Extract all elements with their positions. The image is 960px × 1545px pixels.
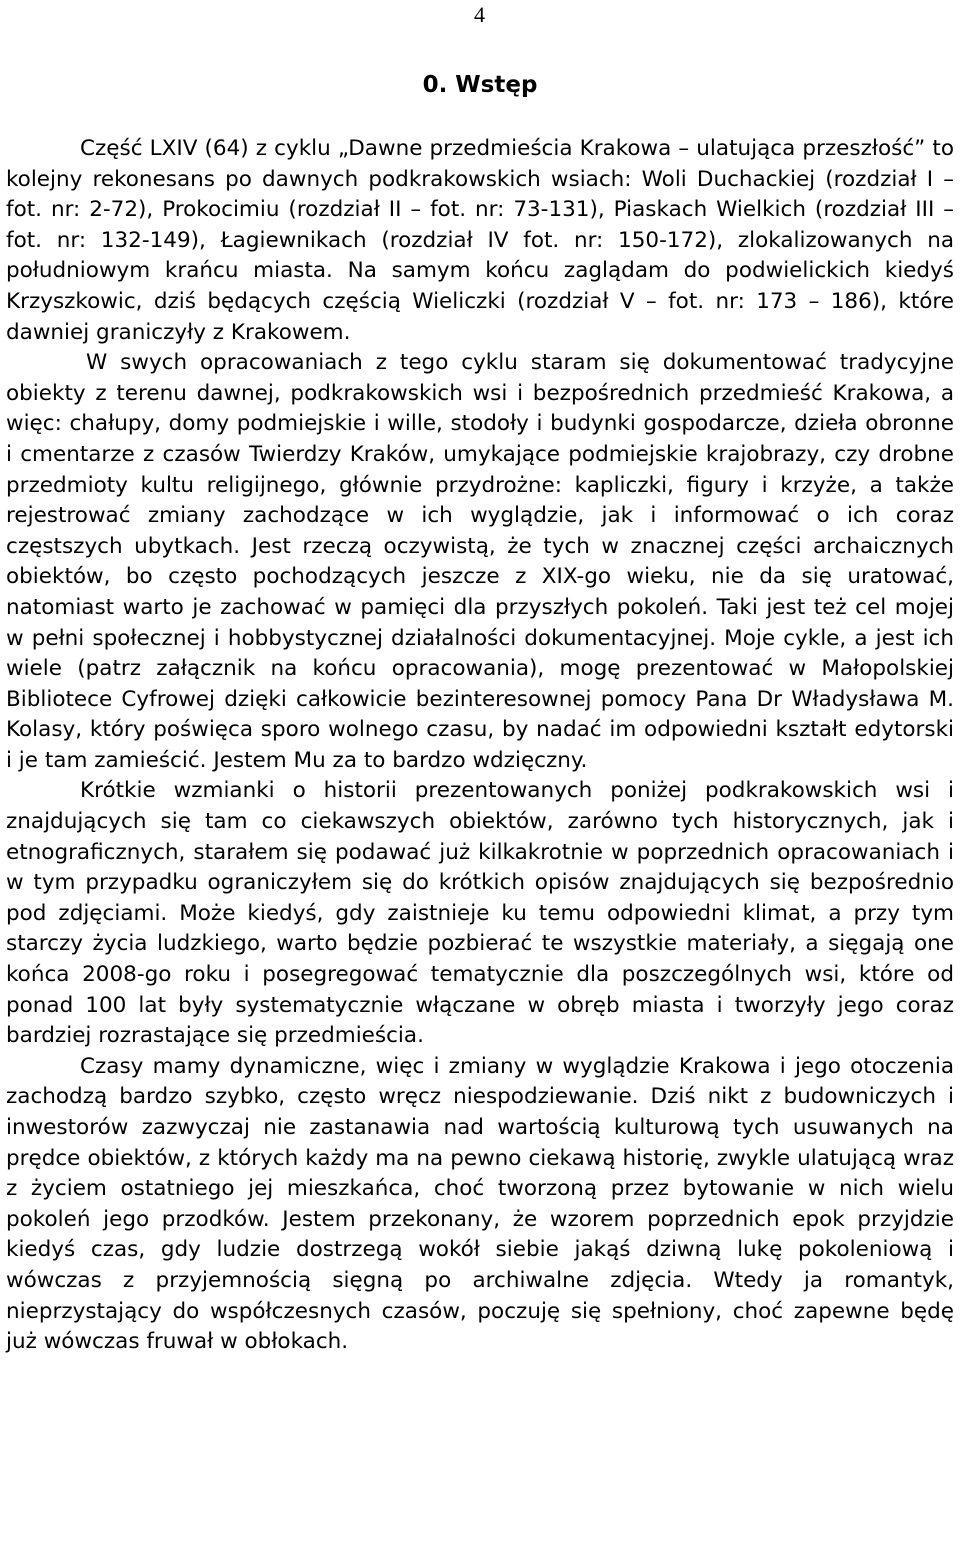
section-heading: 0. Wstęp <box>422 72 538 98</box>
paragraph-documentation: W swych opracowaniach z tego cyklu staram się dokumentować tradycyjne obiekty z terenu dawnej, podkrakowskich wsi i bezpośrednich przedmieść Krakowa, a więc: chałupy, domy podmiejskie i wille, stodoły i budynki gospodarcze, dzieła obronne i cmentarze z czasów Twierdzy Kraków, umykające podmiejskie krajobrazy, czy drobne przedmioty kultu religijnego, głównie przydrożne: kapliczki, figury i krzyże, a także rejestrować zmiany zachodzące w ich wyglądzie, jak i informować o ich coraz częstszych ubytkach. Jest rzeczą oczywistą, że tych w znacznej części archaicznych obiektów, bo często pochodzących jeszcze z XIX-go wieku, nie da się uratować, natomiast warto je zachować w pamięci dla przyszłych pokoleń. Taki jest też cel mojej w pełni społecznej i hobbystycznej działalności dokumentacyjnej. Moje cykle, a jest ich wiele (patrz załącznik na końcu opracowania), mogę prezentować w Małopolskiej Bibliotece Cyfrowej dzięki całkowicie bezinteresownej pomocy Pana Dr Władysława M. Kolasy, który poświęca sporo wolnego czasu, by nadać im odpowiedni kształt edytorski i je tam zamieścić. Jestem Mu za to bardzo wdzięczny. <box>6 350 954 773</box>
page-number: 4 <box>474 2 485 27</box>
body-text <box>6 134 954 1358</box>
paragraph-dynamic-times: Czasy mamy dynamiczne, więc i zmiany w wyglądzie Krakowa i jego otoczenia zachodzą bardzo szybko, często wręcz niespodziewanie. Dziś nikt z budowniczych i inwestorów zazwyczaj nie zastanawia nad wartością kulturową tych usuwanych na prędce obiektów, z których każdy ma na pewno ciekawą historię, zwykle ulatującą wraz z życiem ostatniego jej mieszkańca, choć tworzoną przez bytowanie w nich wielu pokoleń jego przodków. Jestem przekonany, że wzorem poprzednich epok przyjdzie kiedyś czas, gdy ludzie dostrzegą wokół siebie jakąś dziwną lukę pokoleniową i wówczas z przyjemnością sięgną po archiwalne zdjęcia. Wtedy ja romantyk, nieprzystający do współczesnych czasów, poczuję się spełniony, choć zapewne będę już wówczas fruwał w obłokach. <box>6 1053 954 1355</box>
paragraph-intro: Część LXIV (64) z cyklu „Dawne przedmieścia Krakowa – ulatująca przeszłość” to kolejny rekonesans po dawnych podkrakowskich wsiach: Woli Duchackiej (rozdział I – fot. nr: 2-72), Prokocimiu (rozdział II – fot. nr: 73-131), Piaskach Wielkich (rozdział III – fot. nr: 132-149), Łagiewnikach (rozdział IV fot. nr: 150-172), zlokalizowanych na południowym krańcu miasta. Na samym końcu zaglądam do podwielickich kiedyś Krzyszkowic, dziś będących częścią Wieliczki (rozdział V – fot. nr: 173 – 186), które dawniej graniczyły z Krakowem. <box>6 136 954 345</box>
paragraph-history: Krótkie wzmianki o historii prezentowanych poniżej podkrakowskich wsi i znajdujących się tam co ciekawszych obiektów, zarówno tych historycznych, jak i etnograficznych, starałem się podawać już kilkakrotnie w poprzednich opracowaniach i w tym przypadku ograniczyłem się do krótkich opisów znajdujących się bezpośrednio pod zdjęciami. Może kiedyś, gdy zaistnieje ku temu odpowiedni klimat, a przy tym starczy życia ludzkiego, warto będzie pozbierać te wszystkie materiały, a sięgają one końca 2008-go roku i posegregować tematycznie dla poszczególnych wsi, które od ponad 100 lat były systematycznie włączane w obręb miasta i tworzyły jego coraz bardziej rozrastające się przedmieścia. <box>6 778 954 1049</box>
